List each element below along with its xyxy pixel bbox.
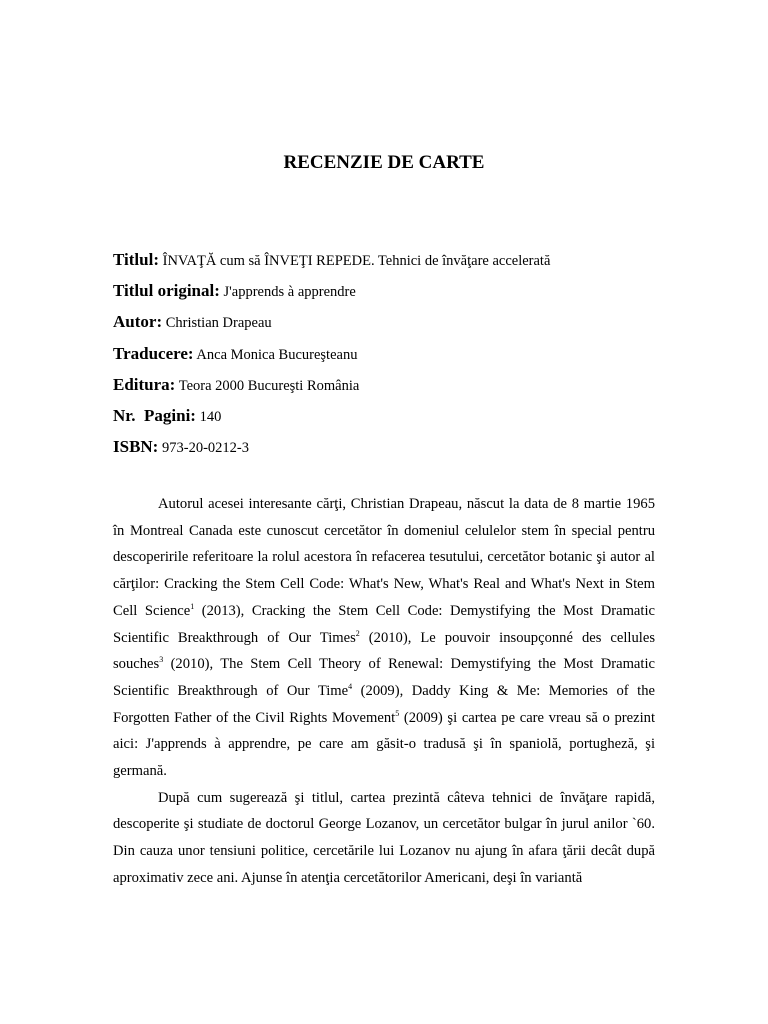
book-details — [113, 246, 673, 464]
detail-value: 973-20-0212-3 — [161, 440, 249, 457]
detail-title — [113, 246, 673, 277]
detail-isbn — [113, 433, 673, 464]
footnote-ref[interactable]: 1 — [190, 601, 195, 611]
footnote-ref[interactable]: 3 — [159, 655, 164, 665]
detail-value: Christian Drapeau — [165, 315, 272, 332]
detail-label: Titlul: — [113, 250, 159, 269]
detail-label: Editura: — [113, 374, 176, 394]
detail-value: 140 — [199, 408, 222, 425]
paragraph-author — [113, 491, 655, 785]
paragraph-text: (2009), Daddy King & Me: Memories of the Forgotten Father of the Civil Rights Movement — [113, 682, 655, 726]
detail-value: Anca Monica Bucureşteanu — [196, 346, 358, 363]
paragraph-text: (2010), Le pouvoir insoupçonné des cellules souches — [113, 629, 655, 673]
paragraph-text: (2013), Cracking the Stem Cell Code: Demystifying the Most Dramatic Scientific Breakthrough of Our Times — [113, 602, 655, 646]
paragraph-text: (2010), The Stem Cell Theory of Renewal: Demystifying the Most Dramatic Scientific Breakthrough of Our Time — [113, 656, 655, 699]
paragraph-text: Autorul acesei interesante cărţi, Christian Drapeau, născut la data de 8 martie 1965 în Montreal Canada este cunoscut cercetător în domeniul celulelor stem în special pentru descoperirile referitoare la rolul acestora în refacerea tesutului, cercetător botanic şi autor al cărţilor: Cracking the Stem Cell Code: What's New, What's Real and What's Next in Stem Cell Science — [113, 496, 655, 619]
footnote-ref[interactable]: 5 — [395, 708, 400, 718]
detail-translation — [113, 340, 673, 371]
page-title: RECENZIE DE CARTE — [283, 152, 485, 173]
detail-label: Autor: — [113, 312, 163, 332]
paragraph-techniques: După cum sugerează şi titlul, cartea prezintă câteva tehnici de învăţare rapidă, descoperite şi studiate de doctorul George Lozanov, un cercetător bulgar în jurul anilor `60. Din cauza unor tensiuni politice, cercetările lui Lozanov nu ajung în afara ţării decât după aproximativ zece ani. Ajunse în atenţia cercetătorilor Americani, deşi în variantă — [113, 789, 655, 886]
detail-pages — [113, 402, 673, 433]
detail-publisher — [113, 371, 673, 402]
footnote-ref[interactable]: 2 — [355, 628, 360, 638]
detail-label: Titlul original: — [113, 281, 220, 301]
detail-value: Teora 2000 Bucureşti România — [178, 377, 360, 394]
detail-original-title — [113, 277, 673, 308]
detail-label: ISBN: — [113, 437, 159, 457]
detail-value: ÎNVAŢĂ cum să ÎNVEŢI REPEDE. Tehnici de învăţare accelerată — [162, 253, 551, 269]
review-body — [113, 491, 655, 892]
detail-author — [113, 308, 673, 339]
detail-value: J'apprends à apprendre — [223, 284, 356, 301]
detail-label: Traducere: — [113, 343, 194, 363]
footnote-ref[interactable]: 4 — [348, 681, 353, 691]
paragraph-text: (2009) şi cartea pe care vreau să o prezint aici: J'apprends à apprendre, pe care am găsit-o tradusă şi în spaniolă, portugheză, şi germană. — [113, 709, 656, 780]
detail-label: Nr. Pagini: — [113, 405, 196, 425]
